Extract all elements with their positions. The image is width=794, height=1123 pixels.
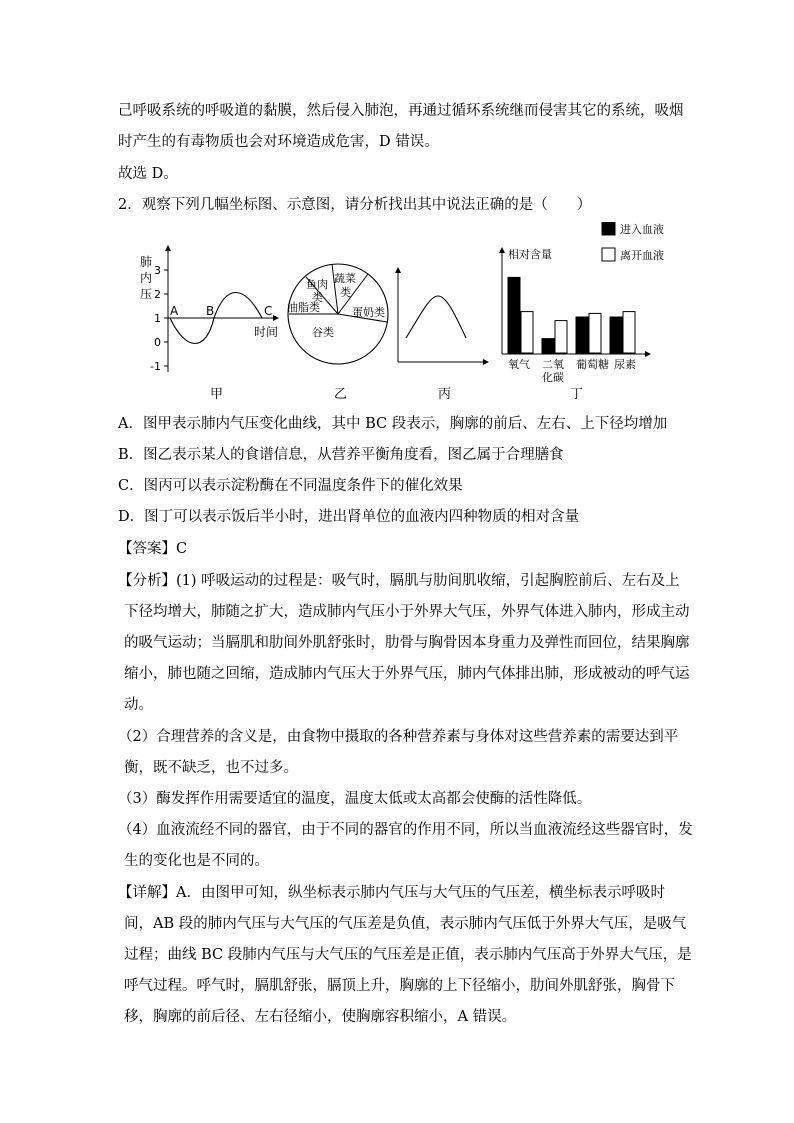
jia-point-label: B bbox=[206, 304, 215, 318]
detail-line: 移，胸廓的前后径、左右径缩小，使胸廓容积缩小，A 错误。 bbox=[124, 1009, 517, 1025]
ding-legend-label: 离开血液 bbox=[620, 249, 664, 262]
analysis-line: （4）血液流经不同的器官，由于不同的器官的作用不同，所以当血液流经这些器官时，发 bbox=[118, 822, 693, 838]
jia-ylabel: 肺 bbox=[140, 255, 153, 269]
detail-line: 间，AB 段的肺内气压与大气压的气压差是负值，表示肺内气压低于外界大气压，是吸气 bbox=[124, 916, 687, 932]
detail-line: 呼气过程。呼气时，膈肌舒张，膈顶上升，胸廓的上下径缩小，肋间外肌舒张，胸骨下 bbox=[124, 978, 675, 994]
answer: 【答案】C bbox=[118, 541, 188, 557]
jia-tick: 1 bbox=[154, 312, 161, 325]
ding-category-label: 二氧 bbox=[542, 358, 564, 371]
yi-slice-label: 类 bbox=[312, 291, 323, 304]
jia-tick: -1 bbox=[150, 360, 161, 373]
jia-tick: 3 bbox=[154, 264, 161, 277]
detail-line: 【详解】A．由图甲可知，纵坐标表示肺内气压与大气压的气压差，横坐标表示呼吸时 bbox=[118, 885, 665, 901]
yi-slice-label: 鱼肉 bbox=[306, 278, 328, 291]
ding-category-label: 尿素 bbox=[614, 358, 636, 371]
ding-bars bbox=[508, 277, 635, 353]
ding-legend-swatch-enter bbox=[602, 222, 615, 235]
analysis-line: 生的变化也是不同的。 bbox=[124, 853, 269, 869]
option-c: C．图丙可以表示淀粉酶在不同温度条件下的催化效果 bbox=[118, 478, 463, 494]
ding-legend-label: 进入血液 bbox=[620, 223, 664, 236]
ding-bar-enter bbox=[508, 277, 520, 353]
yi-slice-label: 蛋奶类 bbox=[352, 306, 385, 319]
text-line: 故选 D。 bbox=[118, 166, 178, 182]
jia-point-label: C bbox=[264, 304, 273, 318]
figure-bing bbox=[398, 268, 488, 402]
ding-legend-swatch-leave bbox=[602, 248, 615, 261]
jia-ylabel: 内 bbox=[140, 271, 153, 285]
ding-bar-leave bbox=[623, 312, 635, 353]
analysis-line: 下径均增大，肺随之扩大，造成肺内气压小于外界大气压，外界气体进入肺内，形成主动 bbox=[124, 604, 690, 620]
ding-bar-enter bbox=[610, 317, 622, 353]
ding-bar-leave bbox=[555, 321, 567, 353]
question-figures bbox=[140, 222, 680, 406]
text-line: 时产生的有毒物质也会对环境造成危害，D 错误。 bbox=[118, 134, 439, 150]
option-b: B．图乙表示某人的食谱信息，从营养平衡角度看，图乙属于合理膳食 bbox=[118, 447, 564, 463]
jia-tick: 0 bbox=[154, 336, 161, 349]
jia-point-label: A bbox=[170, 304, 179, 318]
jia-tick: 2 bbox=[154, 288, 161, 301]
figure-ding bbox=[502, 222, 664, 402]
detail-line: 过程；曲线 BC 段肺内气压与大气压的气压差是正值，表示肺内气压高于外界大气压，是 bbox=[124, 947, 692, 963]
analysis-line: 【分析】(1) 呼吸运动的过程是：吸气时，膈肌与肋间肌收缩，引起胸腔前后、左右及上 bbox=[118, 573, 680, 589]
yi-slice-label: 蔬菜 bbox=[334, 272, 356, 285]
text-line: 己呼吸系统的呼吸道的黏膜，然后侵入肺泡，再通过循环系统继而侵害其它的系统，吸烟 bbox=[118, 103, 684, 119]
ding-category-label: 化碳 bbox=[542, 371, 564, 384]
ding-bar-enter bbox=[542, 339, 554, 353]
ding-category-label: 葡萄糖 bbox=[576, 358, 609, 371]
yi-caption: 乙 bbox=[334, 387, 348, 402]
analysis-line: 衡，既不缺乏，也不过多。 bbox=[124, 760, 298, 776]
jia-ylabel: 压 bbox=[140, 287, 153, 301]
analysis-line: （2）合理营养的含义是，由食物中摄取的各种营养素与身体对这些营养素的需要达到平 bbox=[118, 729, 679, 745]
jia-xlabel: 时间 bbox=[254, 325, 279, 339]
figure-jia bbox=[140, 246, 278, 402]
analysis-line: 动。 bbox=[124, 697, 153, 713]
bing-enzyme-curve bbox=[406, 296, 466, 338]
analysis-line: 的吸气运动；当膈肌和肋间外肌舒张时，肋骨与胸骨因本身重力及弹性而回位，结果胸廓 bbox=[124, 635, 690, 651]
yi-slice-label: 类 bbox=[340, 286, 351, 299]
ding-ylabel: 相对含量 bbox=[508, 248, 552, 261]
ding-bar-leave bbox=[521, 312, 533, 353]
ding-category-label: 氧气 bbox=[508, 358, 530, 371]
bing-caption: 丙 bbox=[438, 387, 452, 402]
ding-bar-enter bbox=[576, 317, 588, 353]
question-stem: 2．观察下列几幅坐标图、示意图，请分析找出其中说法正确的是（ ） bbox=[118, 197, 592, 213]
jia-caption: 甲 bbox=[210, 387, 224, 402]
ding-bar-leave bbox=[589, 313, 601, 353]
figure-yi bbox=[287, 264, 388, 402]
yi-slice-label: 油脂类 bbox=[287, 301, 320, 314]
analysis-line: （3）酶发挥作用需要适宜的温度，温度太低或太高都会使酶的活性降低。 bbox=[118, 791, 592, 807]
yi-slice-label: 谷类 bbox=[312, 326, 334, 339]
analysis-line: 缩小，肺也随之回缩，造成肺内气压大于外界气压，肺内气体排出肺，形成被动的呼气运 bbox=[124, 666, 690, 682]
option-d: D．图丁可以表示饭后半小时，进出肾单位的血液内四种物质的相对含量 bbox=[118, 509, 580, 525]
ding-caption: 丁 bbox=[570, 387, 584, 402]
option-a: A．图甲表示肺内气压变化曲线，其中 BC 段表示，胸廓的前后、左右、上下径均增加 bbox=[118, 416, 668, 432]
